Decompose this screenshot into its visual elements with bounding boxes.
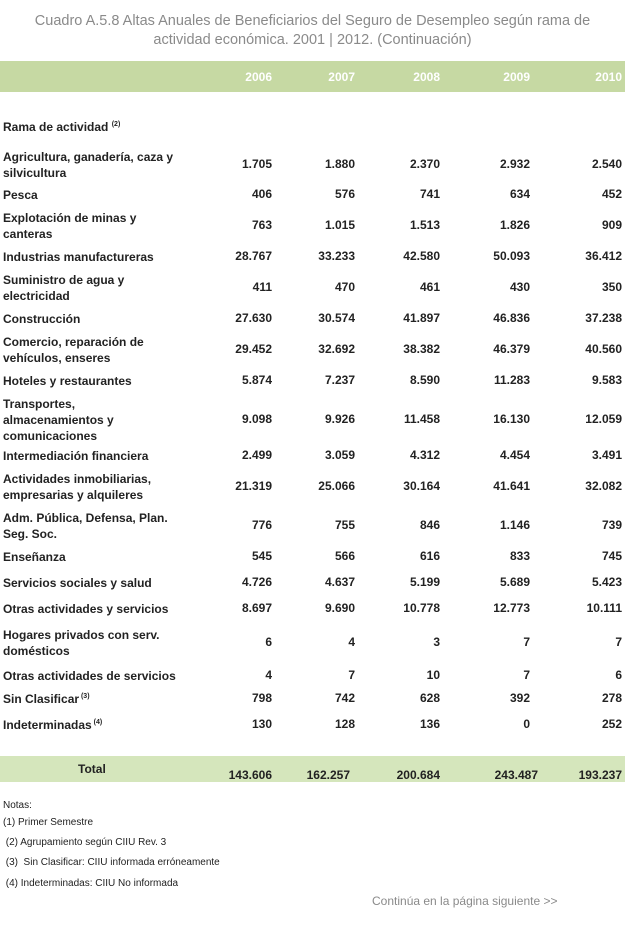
row-label-line: Seg. Soc. (3, 527, 58, 541)
row-value: 46.379 (493, 342, 530, 356)
row-label-line: empresarias y alquileres (3, 488, 144, 502)
row-value: 5.199 (409, 575, 440, 589)
row-value: 9.926 (324, 412, 355, 426)
row-label (3, 210, 183, 242)
row-label-line: almacenamientos y (3, 413, 114, 427)
row-value: 776 (251, 518, 272, 532)
rama-label-text: Rama de actividad (3, 120, 109, 134)
row-label (3, 373, 183, 389)
year-header: 2009 (503, 70, 530, 84)
row-label-line: Enseñanza (3, 550, 66, 564)
row-label-line: Comercio, reparación de (3, 335, 144, 349)
row-label (3, 627, 183, 659)
row-value: 7 (615, 635, 622, 649)
note-1: (1) Primer Semestre (3, 817, 94, 828)
row-label-line: Sin Clasificar $^{(3)}$ (3, 692, 90, 706)
year-header: 2008 (413, 70, 440, 84)
row-value: 10.778 (403, 601, 440, 615)
row-value: 1.513 (409, 218, 440, 232)
row-label-sup: (4) (91, 719, 103, 726)
row-value: 278 (601, 691, 622, 705)
row-value: 136 (419, 717, 440, 731)
row-value: 755 (334, 518, 355, 532)
row-value: 7 (523, 635, 530, 649)
row-value: 470 (334, 280, 355, 294)
row-value: 9.583 (591, 373, 622, 387)
row-label-line: Actividades inmobiliarias, (3, 472, 152, 486)
year-header: 2007 (328, 70, 355, 84)
row-label (3, 249, 183, 265)
row-value: 25.066 (318, 479, 355, 493)
row-value: 11.283 (493, 373, 530, 387)
row-value: 41.641 (493, 479, 530, 493)
row-value: 6 (265, 635, 272, 649)
rama-label (3, 120, 120, 134)
title-line-1: Cuadro A.5.8 Altas Anuales de Beneficiarios del Seguro de Desempleo según rama de (34, 13, 591, 29)
row-value: 3.491 (591, 448, 622, 462)
row-value: 12.059 (585, 412, 622, 426)
row-value: 10 (426, 668, 440, 682)
row-value: 392 (509, 691, 530, 705)
row-value: 5.874 (241, 373, 272, 387)
row-value: 846 (419, 518, 440, 532)
row-label-line: Construcción (3, 312, 81, 326)
row-value: 576 (334, 187, 355, 201)
row-value: 1.705 (241, 157, 272, 171)
row-label-line: Hoteles y restaurantes (3, 374, 132, 388)
row-value: 2.370 (409, 157, 440, 171)
row-value: 742 (334, 691, 355, 705)
row-value: 6 (615, 668, 622, 682)
row-value: 4.454 (499, 448, 530, 462)
note-heading: Notas: (3, 800, 32, 811)
row-value: 2.499 (241, 448, 272, 462)
row-value: 40.560 (585, 342, 622, 356)
row-value: 41.897 (403, 311, 440, 325)
table-title (0, 12, 625, 50)
row-label (3, 448, 183, 464)
row-value: 9.098 (241, 412, 272, 426)
year-header-row (0, 61, 625, 92)
total-value: 200.684 (396, 768, 440, 782)
row-value: 5.689 (499, 575, 530, 589)
note-4: (4) Indeterminadas: CIIU No informada (3, 878, 179, 889)
row-label-line: canteras (3, 227, 53, 241)
row-value: 8.590 (409, 373, 440, 387)
row-value: 616 (419, 549, 440, 563)
row-value: 8.697 (241, 601, 272, 615)
row-value: 763 (251, 218, 272, 232)
continue-link[interactable]: Continúa en la página siguiente >> (372, 894, 558, 908)
row-label-line: comunicaciones (3, 429, 98, 443)
row-value: 430 (509, 280, 530, 294)
row-value: 7 (348, 668, 355, 682)
row-label-line: Indeterminadas $^{(4)}$ (3, 718, 103, 732)
total-value: 143.606 (228, 768, 272, 782)
row-value: 1.880 (324, 157, 355, 171)
total-value: 162.257 (306, 768, 350, 782)
row-value: 745 (601, 549, 622, 563)
row-value: 1.015 (324, 218, 355, 232)
row-label-line: vehículos, enseres (3, 351, 111, 365)
row-value: 30.164 (403, 479, 440, 493)
row-value: 252 (601, 717, 622, 731)
row-value: 3.059 (324, 448, 355, 462)
row-value: 42.580 (403, 249, 440, 263)
total-value: 193.237 (578, 768, 622, 782)
row-value: 36.412 (585, 249, 622, 263)
row-label-sup: (3) (79, 693, 90, 700)
row-value: 4 (265, 668, 272, 682)
row-value: 37.238 (585, 311, 622, 325)
row-label-line: Explotación de minas y (3, 211, 137, 225)
row-value: 5.423 (591, 575, 622, 589)
row-value: 33.233 (318, 249, 355, 263)
row-value: 46.836 (493, 311, 530, 325)
row-label-line: Pesca (3, 188, 38, 202)
row-value: 411 (252, 280, 272, 294)
row-label (3, 334, 183, 366)
rama-label-sup: (2) (111, 121, 121, 128)
row-value: 7 (523, 668, 530, 682)
row-label-line: Agricultura, ganadería, caza y (3, 150, 174, 164)
row-value: 4.312 (409, 448, 440, 462)
row-value: 4.726 (241, 575, 272, 589)
row-value: 3 (433, 635, 440, 649)
row-label (3, 549, 183, 565)
row-value: 741 (419, 187, 440, 201)
row-label-line: Industrias manufactureras (3, 250, 154, 264)
row-value: 28.767 (235, 249, 272, 263)
row-label-line: Servicios sociales y salud (3, 576, 152, 590)
row-value: 12.773 (493, 601, 530, 615)
row-value: 452 (601, 187, 622, 201)
row-value: 21.319 (235, 479, 272, 493)
row-label (3, 396, 183, 444)
row-label-line: Intermediación financiera (3, 449, 149, 463)
row-label-line: electricidad (3, 289, 70, 303)
year-header: 2010 (595, 70, 622, 84)
row-label-line: Adm. Pública, Defensa, Plan. (3, 511, 168, 525)
row-value: 4.637 (324, 575, 355, 589)
row-label (3, 149, 183, 181)
row-value: 634 (509, 187, 530, 201)
row-value: 32.692 (318, 342, 355, 356)
row-value: 50.093 (493, 249, 530, 263)
row-label-line: Transportes, (3, 397, 76, 411)
row-label-line: Otras actividades de servicios (3, 669, 176, 683)
row-label (3, 601, 183, 617)
row-value: 16.130 (493, 412, 530, 426)
row-value: 10.111 (586, 601, 622, 615)
note-3: (3) Sin Clasificar: CIIU informada erróneamente (3, 857, 220, 868)
row-label (3, 311, 183, 327)
row-label (3, 471, 183, 503)
row-value: 2.932 (499, 157, 530, 171)
row-label (3, 668, 183, 684)
row-value: 545 (251, 549, 272, 563)
row-label (3, 187, 183, 203)
total-label: Total (78, 762, 106, 776)
row-value: 406 (251, 187, 272, 201)
row-value: 130 (251, 717, 272, 731)
year-header: 2006 (245, 70, 272, 84)
row-label (3, 510, 183, 542)
row-value: 9.690 (324, 601, 355, 615)
total-value: 243.487 (494, 768, 538, 782)
row-value: 350 (601, 280, 622, 294)
row-value: 833 (509, 549, 530, 563)
row-label-line: domésticos (3, 644, 70, 658)
row-value: 461 (419, 280, 440, 294)
row-value: 909 (601, 218, 622, 232)
row-value: 0 (523, 717, 530, 731)
note-2: (2) Agrupamiento según CIIU Rev. 3 (3, 837, 167, 848)
row-label (3, 272, 183, 304)
row-label (3, 691, 183, 707)
row-value: 739 (601, 518, 622, 532)
row-value: 566 (334, 549, 355, 563)
total-row (0, 756, 625, 782)
row-value: 1.826 (499, 218, 530, 232)
row-label-line: Suministro de agua y (3, 273, 125, 287)
title-line-2: actividad económica. 2001 | 2012. (Continuación) (153, 32, 472, 48)
row-value: 27.630 (235, 311, 272, 325)
row-label (3, 717, 183, 733)
row-label-line: Otras actividades y servicios (3, 602, 169, 616)
row-value: 628 (419, 691, 440, 705)
row-value: 4 (348, 635, 355, 649)
row-value: 2.540 (591, 157, 622, 171)
row-value: 32.082 (585, 479, 622, 493)
row-value: 1.146 (499, 518, 530, 532)
row-label-line: silvicultura (3, 166, 67, 180)
row-value: 38.382 (403, 342, 440, 356)
row-label (3, 575, 183, 591)
row-value: 29.452 (235, 342, 272, 356)
row-value: 798 (251, 691, 272, 705)
row-value: 7.237 (324, 373, 355, 387)
row-value: 30.574 (318, 311, 355, 325)
row-label-line: Hogares privados con serv. (3, 628, 160, 642)
row-value: 11.458 (403, 412, 440, 426)
row-value: 128 (334, 717, 355, 731)
